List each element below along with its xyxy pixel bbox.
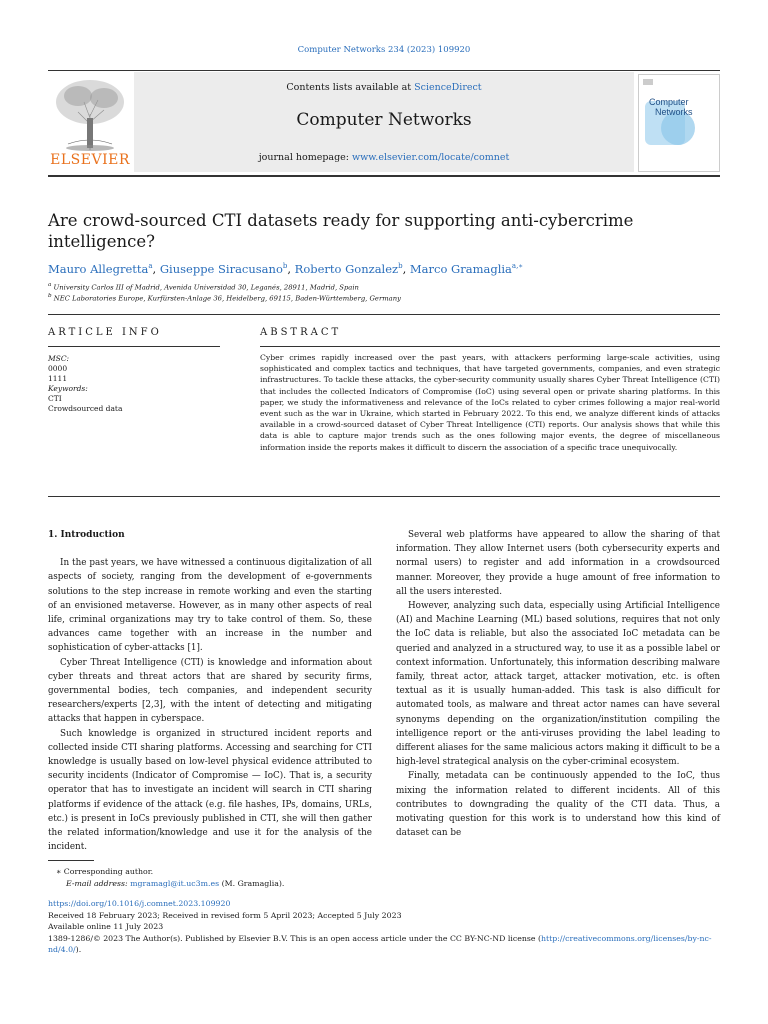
journal-title: Computer Networks bbox=[296, 110, 472, 130]
paragraph: Several web platforms have appeared to allow the sharing of that information. They allow Internet users (both cybersecurity experts and normal users) to register and add information in a crowdsourced manner. Moreover, they provide a huge amount of free information to all the users interested. bbox=[396, 530, 720, 597]
affiliation bbox=[48, 293, 728, 302]
article-footer bbox=[48, 898, 728, 956]
corresponding-author: ∗ Corresponding author. bbox=[56, 867, 154, 876]
affiliation-marker: b bbox=[48, 293, 52, 299]
license-statement bbox=[48, 933, 728, 956]
journal-cover-thumbnail[interactable] bbox=[638, 74, 720, 172]
paragraph: Such knowledge is organized in structured incident reports and collected inside CTI sharing platforms. Accessing and searching for CTI knowledge is usually based on low-level physical evidence attributed to security incidents (Indicator of Compromise — IoC). That is, a security operator that has to investigate an incident will search in CTI sharing platforms if evidence of the attack (e.g. file hashes, IPs, domains, URLs, etc.) is present in IoCs previously published in CTI, she will then gather the related information/knowledge and use it for the analysis of the incident. bbox=[48, 728, 372, 853]
homepage-prefix: journal homepage: bbox=[258, 152, 353, 163]
article-info-heading: ARTICLE INFO bbox=[48, 327, 162, 338]
dates-received: Received 18 February 2023; Received in revised form 5 April 2023; Accepted 5 July 2023 bbox=[48, 910, 402, 920]
contents-line bbox=[134, 82, 634, 93]
msc-code: 0000 bbox=[48, 364, 68, 373]
contents-prefix: Contents lists available at bbox=[286, 82, 415, 93]
section-rule bbox=[48, 314, 720, 315]
publisher-name: ELSEVIER bbox=[50, 152, 130, 168]
body-right-column bbox=[396, 528, 720, 840]
homepage-line bbox=[134, 152, 634, 163]
abstract-rule bbox=[260, 346, 720, 347]
email-label: E-mail address: bbox=[66, 878, 128, 888]
license-suffix: ). bbox=[75, 945, 82, 954]
email-owner: (M. Gramaglia). bbox=[219, 878, 285, 888]
body-left-column bbox=[48, 528, 372, 854]
author-affil-marker[interactable]: a,∗ bbox=[511, 262, 524, 271]
author-link[interactable]: Mauro Allegretta bbox=[48, 262, 149, 276]
author-affil-marker[interactable]: b bbox=[282, 262, 288, 271]
dates-available: Available online 11 July 2023 bbox=[48, 922, 164, 931]
article-info-rule bbox=[48, 346, 220, 347]
author-list: Mauro Allegretta$^a$, Giuseppe Siracusano$^b$, Roberto Gonzalez$^b$, Marco Gramaglia$^{a,∗}$ bbox=[48, 262, 524, 276]
banner-bottom-rule bbox=[48, 175, 720, 177]
homepage-link[interactable]: www.elsevier.com/locate/comnet bbox=[352, 152, 510, 163]
paragraph: In the past years, we have witnessed a continuous digitalization of all aspects of society, ranging from the development of e-governments solutions to the step increase in remote working and even the starting of an envisioned metaverse. However, as in many other aspects of real life, criminal organizations may try to take control of them. So, these advances came together with an increase in the number and sophistication of cyber-attacks [1]. bbox=[48, 558, 372, 654]
banner-top-rule bbox=[48, 70, 720, 71]
affiliation-text: NEC Laboratories Europe, Kurfürsten-Anlage 36, Heidelberg, 69115, Baden-Württemberg, Germany bbox=[53, 294, 401, 303]
footnote-rule bbox=[48, 860, 94, 861]
abstract-heading: ABSTRACT bbox=[260, 327, 342, 338]
paragraph: However, analyzing such data, especially using Artificial Intelligence (AI) and Machine Learning (ML) based solutions, requires that not only the IoC data is reliable, but also the associated IoC metadata can be queried and analyzed in a structured way, to use it as a possible label or context information. Unfortunately, this information describing malware family, threat actor, attack target, attacker motivation, etc. is often textual as it is usually human-added. This task is also difficult for automated tools, as malware and threat actor names can have several synonyms depending on the organization/institution compiling the intelligence report or the anti-viruses providing the label leading to different aliases for the same malicious actors making it difficult to be a high-level strategical analysis on the cyber-criminal ecosystem. bbox=[396, 601, 720, 768]
journal-banner bbox=[48, 70, 720, 176]
affiliation-text: University Carlos III of Madrid, Avenida Universidad 30, Leganés, 28911, Madrid, Spain bbox=[53, 283, 359, 292]
keywords-label: Keywords: bbox=[48, 384, 88, 393]
journal-info-panel bbox=[134, 72, 634, 172]
article-title: Are crowd-sourced CTI datasets ready for supporting anti-cybercrime intelligence? bbox=[48, 211, 634, 251]
email-link[interactable]: mgramagl@it.uc3m.es bbox=[130, 878, 220, 888]
cover-title-line1: Computer bbox=[649, 97, 689, 107]
msc-code: 1111 bbox=[48, 374, 68, 383]
doi-link[interactable]: https://doi.org/10.1016/j.comnet.2023.109920 bbox=[48, 899, 231, 908]
abstract-text: Cyber crimes rapidly increased over the past years, with attackers performing large-scale activities, using sophisticated and complex tactics and techniques, that have targeted governments, companies, and even strategic infrastructures. To tackle these attacks, the cyber-security community usually shares Cyber Threat Intelligence (CTI) that includes the collected Indicators of Compromise (IoC) using several open or private sharing platforms. In this paper, we study the informativeness and relevance of the IoCs related to cyber crimes following a major real-world event such as the war in Ukraine, which started in February 2022. To this end, we analyze different kinds of attacks available in a crowd-sourced dataset of Cyber Threat Intelligence (CTI) reports. Our analysis shows that while this data is able to capture major trends such as the ones following major events, the degree of miscellaneous information inside the reports makes it difficult to discern the association of a specific trace unequivocally. bbox=[260, 353, 720, 452]
cover-title-line2: Networks bbox=[655, 107, 693, 117]
author-affil-marker[interactable]: b bbox=[398, 262, 403, 271]
license-prefix: 1389-1286/© 2023 The Author(s). Published by Elsevier B.V. This is an open access article under the CC BY-NC-ND license ( bbox=[48, 933, 541, 943]
author-link[interactable]: Marco Gramaglia bbox=[409, 262, 512, 276]
paragraph: Cyber Threat Intelligence (CTI) is knowledge and information about cyber threats and threat actors that are shared by security firms, governmental bodies, tech companies, and independent security researchers/experts [2,3], with the intent of detecting and mitigating attacks that happen in cyberspace. bbox=[48, 657, 372, 725]
sciencedirect-link[interactable]: ScienceDirect bbox=[414, 82, 482, 93]
abstract-end-rule bbox=[48, 496, 720, 497]
affiliation-marker: a bbox=[48, 282, 52, 288]
affiliation bbox=[48, 282, 728, 291]
msc-label: MSC: bbox=[48, 354, 70, 363]
journal-citation[interactable]: Computer Networks 234 (2023) 109920 bbox=[297, 45, 471, 55]
keyword: CTI bbox=[48, 394, 62, 403]
author-affil-marker[interactable]: a bbox=[148, 262, 153, 271]
footnote-corresponding bbox=[56, 866, 736, 889]
keywords-block bbox=[48, 354, 218, 414]
license-link[interactable]: http://creativecommons.org/licenses/by-nc-nd/4.0/ bbox=[48, 933, 712, 954]
keyword: Crowdsourced data bbox=[48, 404, 123, 413]
tree-icon bbox=[48, 74, 132, 152]
paragraph: Finally, metadata can be continuously appended to the IoC, thus mixing the information related to different incidents. All of this contributes to downgrading the quality of the CTI data. Thus, a motivating question for this work is to understand how this kind of dataset can be bbox=[396, 771, 720, 839]
elsevier-logo[interactable] bbox=[48, 74, 132, 172]
author-link[interactable]: Roberto Gonzalez bbox=[294, 262, 399, 276]
author-link[interactable]: Giuseppe Siracusano bbox=[159, 262, 283, 276]
section-heading: 1. Introduction bbox=[48, 530, 125, 540]
